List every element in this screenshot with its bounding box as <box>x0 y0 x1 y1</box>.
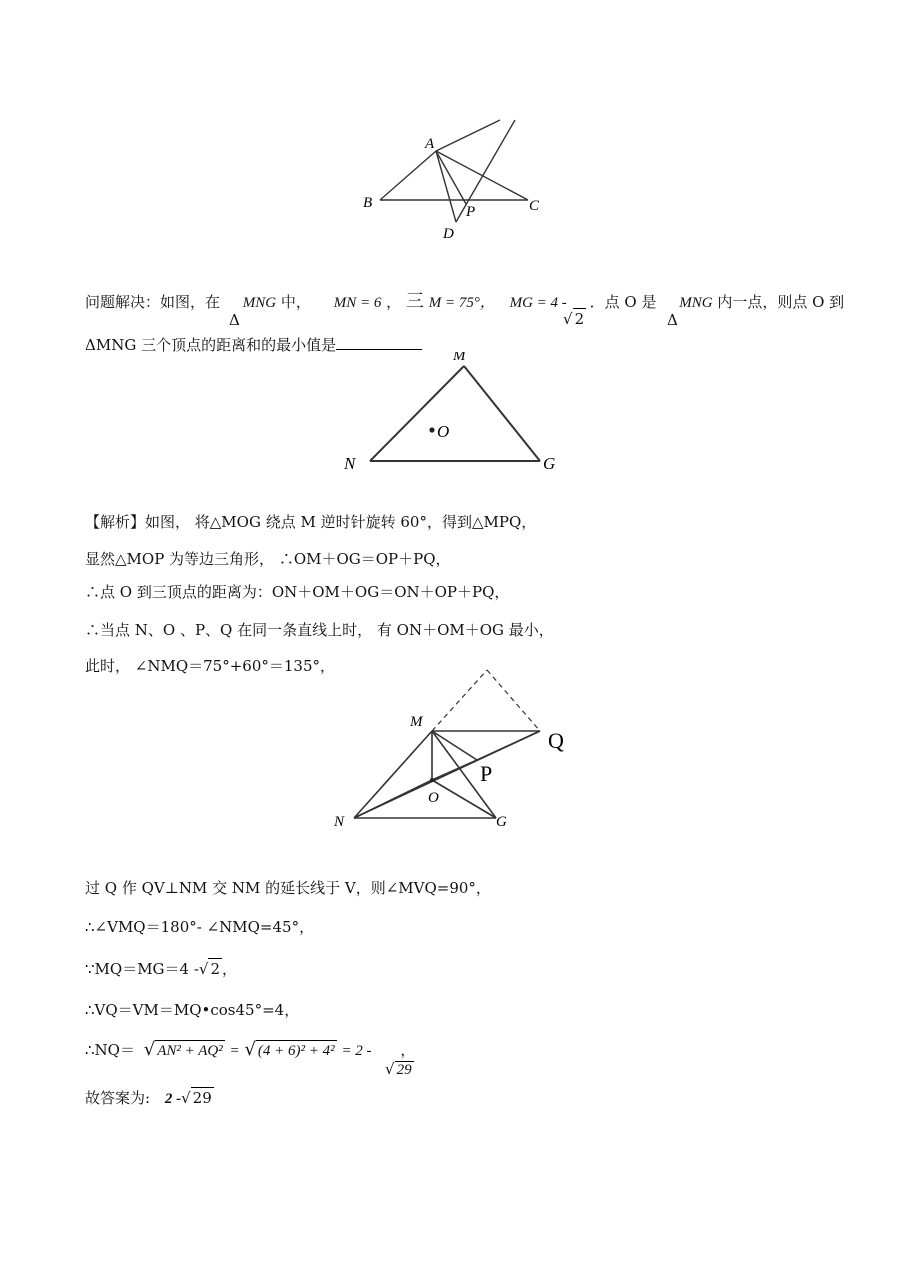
answer-prefix: 故答案为: <box>85 1089 151 1107</box>
comma: ， <box>222 960 238 978</box>
figure-triangle-mng <box>340 352 580 477</box>
mg-expression: MG = 4 - <box>509 295 567 311</box>
problem-line-2-text: ΔMNG 三个顶点的距离和的最小值是 <box>85 336 337 354</box>
label-d: D <box>443 226 454 242</box>
nq-prefix: ∴NQ＝ <box>85 1041 135 1059</box>
sqrt-sign-2: √ <box>244 1039 256 1060</box>
point-o-text: ．点 O 是 <box>589 293 657 311</box>
zhong-text: 中， <box>280 293 311 311</box>
label-o: O <box>428 790 439 806</box>
mn-expression: MN = 6 <box>333 295 382 311</box>
equals-2-minus: = 2 - <box>341 1043 372 1059</box>
sqrt-2: √ 2 <box>563 310 585 328</box>
solution-line-2: 显然△MOP 为等边三角形， ∴OM＋OG＝OP＋PQ， <box>85 550 451 568</box>
sqrt-29-radicand: 29 <box>396 1062 412 1078</box>
answer-sqrt-radicand: 29 <box>192 1089 212 1107</box>
angle-symbol: 三 <box>405 291 424 312</box>
label-p: P <box>466 204 476 220</box>
label-n: N <box>334 814 345 830</box>
solution-line-7: ∴∠VMQ＝180°- ∠NMQ=45°， <box>85 918 315 936</box>
sqrt-2: √ 2 <box>198 960 221 978</box>
label-a: A <box>425 136 435 152</box>
solution-line-5: 此时， ∠NMQ＝75°+60°＝135°， <box>85 657 335 675</box>
answer-blank <box>336 335 422 350</box>
triangle-mng-2: MNG <box>679 295 713 311</box>
delta-1: Δ <box>229 311 240 329</box>
label-q: Q <box>548 728 564 753</box>
label-b: B <box>363 195 373 211</box>
label-p: P <box>480 761 493 786</box>
label-m: M <box>410 714 423 730</box>
inner-point-text: 内一点，则点 O 到 <box>717 293 845 311</box>
comma: ， <box>386 293 402 311</box>
figure-triangle-abc <box>355 118 555 243</box>
solution-line-6: 过 Q 作 QV⊥NM 交 NM 的延长线于 V，则∠MVQ=90°， <box>85 879 491 897</box>
figure-rotation <box>330 668 580 838</box>
figure-triangle-mng-svg <box>340 352 580 477</box>
problem-line-1 <box>85 291 865 328</box>
label-g: G <box>543 454 556 473</box>
problem-prefix: 问题解决：如图，在 <box>85 293 221 311</box>
sqrt-sign-1: √ <box>143 1039 156 1060</box>
solution-line-1: 【解析】如图， 将△MOG 绕点 M 逆时针旋转 60°，得到△MPQ， <box>85 513 537 531</box>
sqrt-4-6: (4 + 6)² + 4² <box>256 1040 337 1061</box>
mq-expression: ∵MQ＝MG＝4 - <box>85 960 199 978</box>
sqrt-2-radicand: 2 <box>574 310 585 328</box>
angle-expression: M = 75°， <box>428 295 495 311</box>
label-n: N <box>344 454 356 473</box>
equals: = <box>229 1043 240 1059</box>
solution-line-10 <box>85 1040 415 1080</box>
sqrt-2-radicand: 2 <box>210 960 221 978</box>
label-o: O <box>437 422 450 441</box>
answer-line <box>85 1087 214 1109</box>
delta-2: Δ <box>667 311 678 329</box>
label-c: C <box>529 198 540 214</box>
label-m: M <box>453 352 466 364</box>
figure-triangle-abc-svg <box>355 118 555 243</box>
solution-line-3: ∴点 O 到三顶点的距离为：ON＋OM＋OG＝ON＋OP＋PQ， <box>85 583 510 601</box>
solution-line-8 <box>85 958 237 979</box>
figure-rotation-svg <box>330 668 580 838</box>
solution-line-4: ∴当点 N、O 、P、Q 在同一条直线上时， 有 ON＋OM＋OG 最小， <box>85 621 554 639</box>
label-g: G <box>496 814 507 830</box>
sqrt-an-aq: AN² + AQ² <box>155 1040 225 1061</box>
triangle-mng: MNG <box>242 295 277 311</box>
sqrt-29-result: √ 29 <box>385 1060 412 1078</box>
answer-value: 2 - <box>164 1091 182 1107</box>
answer-sqrt: √ 29 <box>181 1089 212 1107</box>
solution-line-9: ∴VQ＝VM＝MQ•cos45°=4， <box>85 1001 300 1019</box>
comma: ， <box>400 1041 416 1059</box>
